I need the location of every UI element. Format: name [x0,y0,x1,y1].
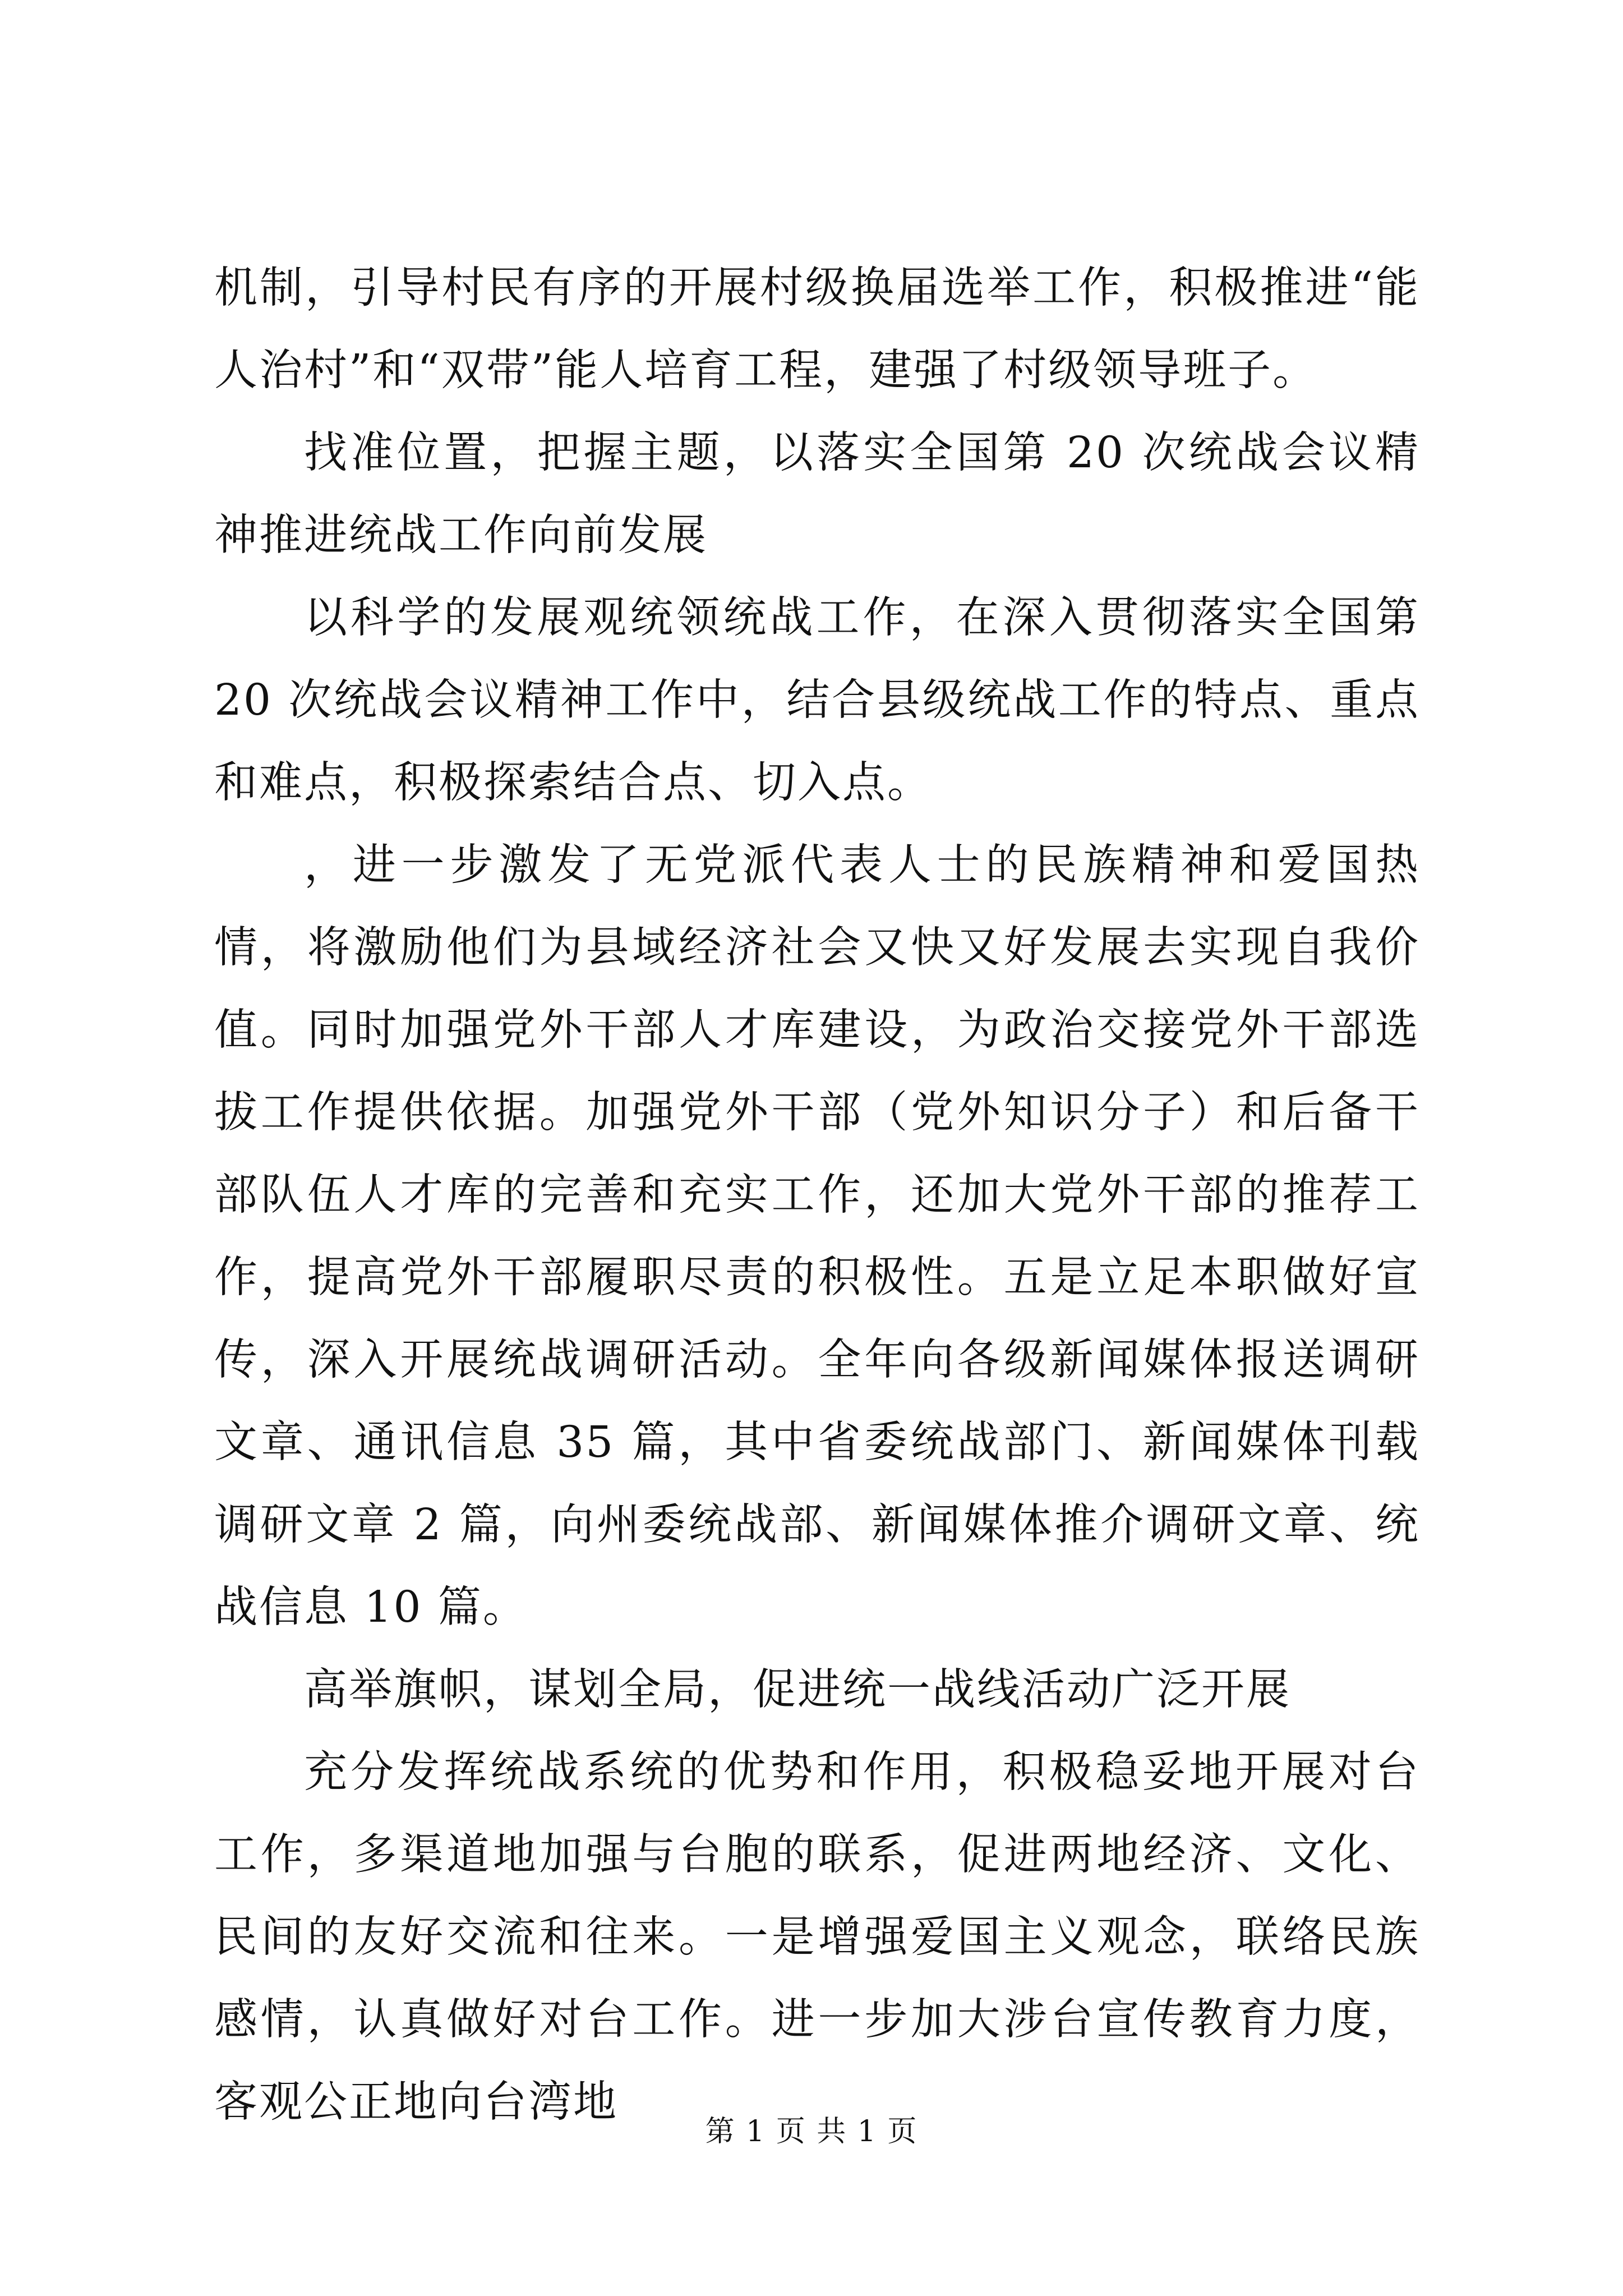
paragraph-3: ，进一步激发了无党派代表人士的民族精神和爱国热情，将激励他们为县域经济社会又快又好发展去实现自我价值。同时加强党外干部人才库建设，为政治交接党外干部选拔工作提供依据。加强党外干部（党外知识分子）和后备干部队伍人才库的完善和充实工作，还加大党外干部的推荐工作，提高党外干部履职尽责的积极性。五是立足本职做好宣传，深入开展统战调研活动。全年向各级新闻媒体报送调研文章、通讯信息 35 篇，其中省委统战部门、新闻媒体刊载调研文章 2 篇，向州委统战部、新闻媒体推介调研文章、统战信息 10 篇。 [214,840,1420,1632]
paragraph-1: 机制，引导村民有序的开展村级换届选举工作，积极推进“能人治村”和“双带”能人培育工程，建强了村级领导班子。 [214,263,1420,395]
paragraph-4: 充分发挥统战系统的优势和作用，积极稳妥地开展对台工作，多渠道地加强与台胞的联系，促进两地经济、文化、民间的友好交流和往来。一是增强爱国主义观念，联络民族感情，认真做好对台工作。进一步加大涉台宣传教育力度，客观公正地向台湾地 [214,1747,1420,2127]
section-heading-1: 找准位置，把握主题，以落实全国第 20 次统战会议精神推进统战工作向前发展 [214,428,1420,560]
document-body [214,247,1420,2143]
page-footer: 第 1 页 共 1 页 [705,2115,918,2148]
section-heading-2: 高举旗帜，谋划全局，促进统一战线活动广泛开展 [304,1665,1291,1715]
paragraph-2: 以科学的发展观统领统战工作，在深入贯彻落实全国第 20 次统战会议精神工作中，结合县级统战工作的特点、重点和难点，积极探索结合点、切入点。 [214,593,1421,808]
